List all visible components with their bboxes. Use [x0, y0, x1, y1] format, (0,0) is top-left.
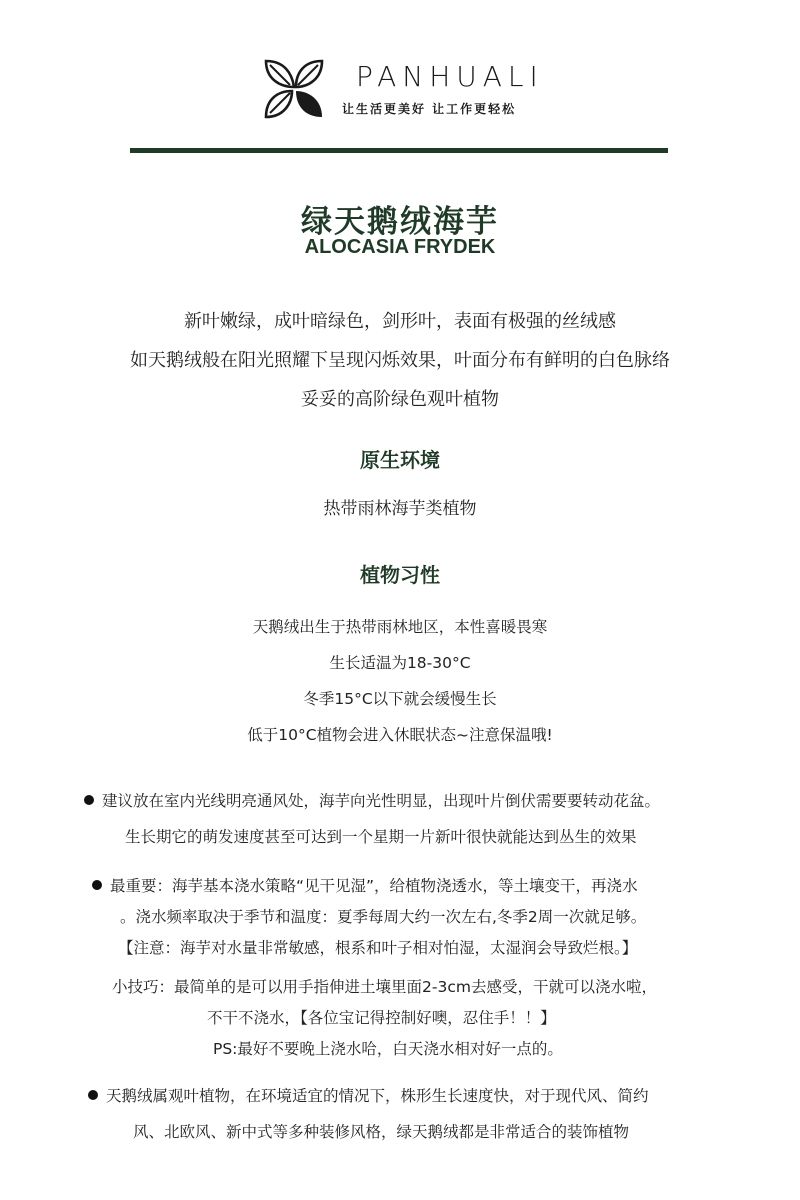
tip-line: 生长期它的萌发速度甚至可达到一个星期一片新叶很快就能达到丛生的效果 [125, 828, 637, 846]
habit-line: 天鹅绒出生于热带雨林地区，本性喜暖畏寒 [252, 618, 548, 636]
tip-line: 天鹅绒属观叶植物，在环境适宜的情况下，株形生长速度快，对于现代风、简约 [106, 1087, 649, 1105]
tip-line: 最重要：海芋基本浇水策略“见干见湿”，给植物浇透水，等土壤变干，再浇水 [110, 877, 638, 895]
tip-line: 不干不浇水，【各位宝记得控制好噢，忍住手！！】 [207, 1009, 556, 1027]
header [0, 0, 800, 160]
tip-line: 。浇水频率取决于季节和温度：夏季每周大约一次左右,冬季2周一次就足够。 [120, 908, 647, 926]
habit-line: 冬季15°C以下就会缓慢生长 [303, 690, 497, 708]
tip-line: PS:最好不要晚上浇水哈，白天浇水相对好一点的。 [213, 1040, 563, 1058]
tip-line: 风、北欧风、新中式等多种装修风格，绿天鹅绒都是非常适合的装饰植物 [133, 1123, 630, 1141]
tip-line: 小技巧：最简单的是可以用手指伸进土壤里面2-3cm去感受，干就可以浇水啦， [112, 978, 657, 996]
four-leaf-logo-icon [262, 57, 326, 121]
bullet-dot-icon [92, 880, 102, 890]
brand-slogan: 让生活更美好 让工作更轻松 [342, 102, 517, 116]
habit-line: 生长适温为18-30°C [329, 654, 471, 672]
intro-line: 妥妥的高阶绿色观叶植物 [301, 389, 499, 410]
intro-line: 如天鹅绒般在阳光照耀下呈现闪烁效果，叶面分布有鲜明的白色脉络 [130, 350, 670, 371]
brand-name: PANHUALI [356, 60, 544, 93]
intro-line: 新叶嫩绿，成叶暗绿色，剑形叶，表面有极强的丝绒感 [184, 311, 616, 332]
habitat-text: 热带雨林海芋类植物 [323, 499, 477, 519]
tip-line: 【注意：海芋对水量非常敏感，根系和叶子相对怕湿，太湿润会导致烂根。】 [118, 939, 638, 957]
tip-line: 建议放在室内光线明亮通风处，海芋向光性明显，出现叶片倒伏需要要转动花盆。 [102, 792, 661, 810]
product-title-en: ALOCASIA FRYDEK [304, 236, 496, 258]
intro-text [0, 302, 800, 419]
habits-heading: 植物习性 [360, 563, 440, 587]
header-divider [130, 148, 668, 153]
habits-text [0, 609, 800, 753]
bullet-dot-icon [84, 795, 94, 805]
habit-line: 低于10°C植物会进入休眠状态~注意保温哦! [247, 726, 553, 744]
product-title-cn: 绿天鹅绒海芋 [301, 204, 499, 240]
bullet-dot-icon [88, 1090, 98, 1100]
habitat-heading: 原生环境 [360, 448, 440, 472]
